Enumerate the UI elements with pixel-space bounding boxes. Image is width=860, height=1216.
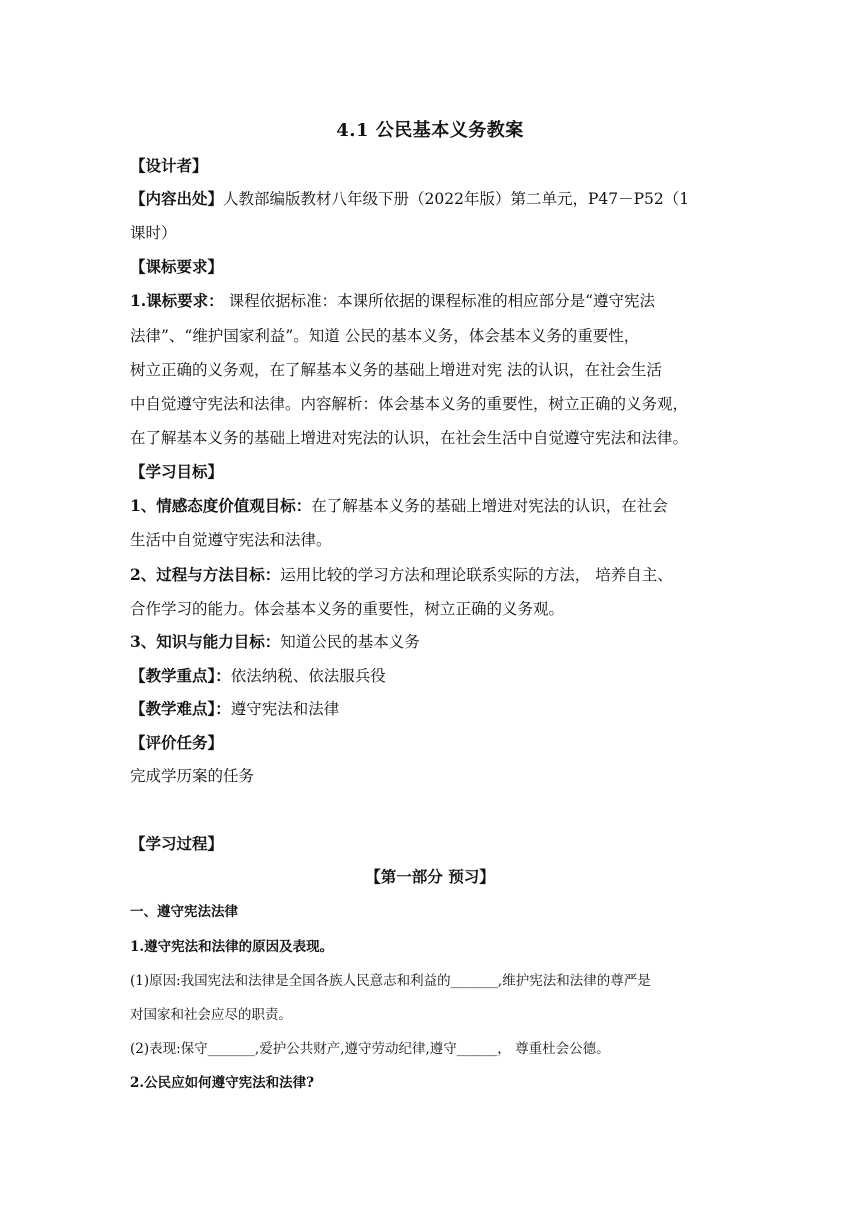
goal-3-text: 知道公民的基本义务 xyxy=(280,633,420,651)
standards-line-2: 法律”、“维护国家利益”。知道 公民的基本义务，体会基本义务的重要性， xyxy=(130,327,640,345)
question-1a-line-1: (1)原因:我国宪法和法律是全国各族人民意志和利益的_______,维护宪法和法律的尊严是 xyxy=(130,973,651,989)
standards-line-5: 在了解基本义务的基础上增进对宪法的认识，在社会生活中自觉遵守宪法和法律。 xyxy=(130,429,689,447)
question-1b-line: (2)表现:保守_______,爱护公共财产,遵守劳动纪律,遵守______， 尊重杜会公德。 xyxy=(130,1041,610,1057)
standards-label: 1.课标要求： xyxy=(130,291,224,310)
source-label: 【内容出处】 xyxy=(130,189,224,208)
key-point-line xyxy=(130,666,750,686)
evaluation-text: 完成学历案的任务 xyxy=(130,767,255,785)
part-1-heading: 【第一部分 预习】 xyxy=(365,867,495,886)
key-point-label: 【教学重点】： xyxy=(130,666,231,685)
evaluation-heading: 【评价任务】 xyxy=(130,733,224,752)
goal-3-label: 3、知识与能力目标： xyxy=(130,632,281,651)
goal-1-line-1 xyxy=(130,496,750,516)
goal-2-label: 2、过程与方法目标： xyxy=(130,565,281,584)
designer-heading: 【设计者】 xyxy=(130,156,208,175)
goal-1-line-2: 生活中自觉遵守宪法和法律。 xyxy=(130,531,332,549)
key-point-text: 依法纳税、依法服兵役 xyxy=(230,667,386,685)
standards-line-1 xyxy=(130,291,750,311)
source-line-2: 课时） xyxy=(130,224,177,242)
source-text-1: 人教部编版教材八年级下册（2022年版）第二单元，P47－P52（1 xyxy=(223,190,690,208)
question-1-heading: 1.遵守宪法和法律的原因及表现。 xyxy=(130,939,334,955)
goal-2-text-1: 运用比较的学习方法和理论联系实际的方法， 培养自主、 xyxy=(280,566,673,584)
goal-2-line-1 xyxy=(130,565,750,585)
process-heading: 【学习过程】 xyxy=(130,834,224,853)
standards-heading: 【课标要求】 xyxy=(130,257,224,276)
standards-line-4: 中自觉遵守宪法和法律。内容解析：体会基本义务的重要性，树立正确的义务观， xyxy=(130,395,689,413)
question-1a-line-2: 对国家和社会应尽的职责。 xyxy=(130,1007,292,1023)
document-title: 4.1 公民基本义务教案 xyxy=(336,120,524,141)
goal-2-line-2: 合作学习的能力。体会基本义务的重要性，树立正确的义务观。 xyxy=(130,600,565,618)
goal-1-label: 1、情感态度价值观目标： xyxy=(130,496,312,515)
difficulty-text: 遵守宪法和法律 xyxy=(230,700,340,718)
source-line-1 xyxy=(130,189,750,209)
standards-text-1: 课程依据标准：本课所依据的课程标准的相应部分是“遵守宪法 xyxy=(223,292,656,310)
difficulty-label: 【教学难点】： xyxy=(130,699,231,718)
goal-1-text-1: 在了解基本义务的基础上增进对宪法的认识，在社会 xyxy=(311,497,668,515)
goals-heading: 【学习目标】 xyxy=(130,462,224,481)
question-2-heading: 2.公民应如何遵守宪法和法律? xyxy=(130,1075,315,1091)
standards-line-3: 树立正确的义务观，在了解基本义务的基础上增进对宪 法的认识，在社会生活 xyxy=(130,361,662,379)
section-1-heading: 一、遵守宪法法律 xyxy=(130,904,238,920)
difficulty-line xyxy=(130,699,750,719)
goal-3-line xyxy=(130,632,750,652)
